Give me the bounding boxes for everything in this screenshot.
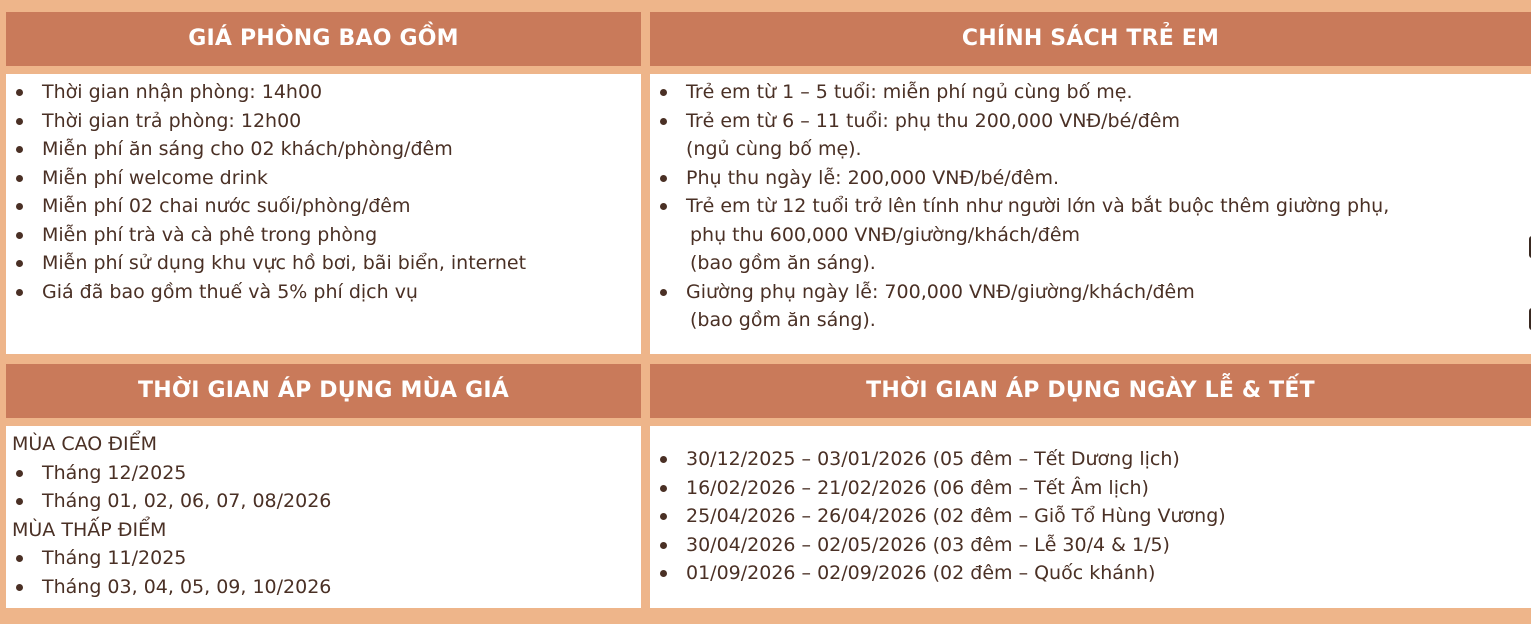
- list-item: Tháng 11/2025: [6, 544, 641, 573]
- list-item: 25/04/2026 – 26/04/2026 (02 đêm – Giỗ Tổ Hùng Vương): [650, 502, 1531, 531]
- low-season-list: [6, 544, 641, 601]
- list-item: Miễn phí sử dụng khu vực hồ bơi, bãi biển, internet: [6, 249, 641, 278]
- list-item: 30/04/2026 – 02/05/2026 (03 đêm – Lễ 30/4 & 1/5): [650, 531, 1531, 560]
- season-period-body: [6, 426, 641, 608]
- children-policy-header: CHÍNH SÁCH TRẺ EM: [650, 12, 1531, 66]
- holiday-period-header: THỜI GIAN ÁP DỤNG NGÀY LỄ & TẾT: [650, 364, 1531, 418]
- list-item: 16/02/2026 – 21/02/2026 (06 đêm – Tết Âm lịch): [650, 474, 1531, 503]
- list-item: Miễn phí welcome drink: [6, 164, 641, 193]
- room-price-includes-list: [6, 78, 641, 306]
- list-item: Giá đã bao gồm thuế và 5% phí dịch vụ: [6, 278, 641, 307]
- list-item: Trẻ em từ 1 – 5 tuổi: miễn phí ngủ cùng bố mẹ.: [650, 78, 1531, 107]
- holiday-period-list: [650, 445, 1531, 588]
- high-season-label: MÙA CAO ĐIỂM: [12, 433, 157, 455]
- list-item-continuation: (bao gồm ăn sáng).: [690, 252, 876, 274]
- list-item: Thời gian trả phòng: 12h00: [6, 107, 641, 136]
- list-item: Miễn phí trà và cà phê trong phòng: [6, 221, 641, 250]
- list-item-continuation: (bao gồm ăn sáng).: [690, 309, 876, 331]
- list-item: 30/12/2025 – 03/01/2026 (05 đêm – Tết Dương lịch): [650, 445, 1531, 474]
- children-policy-list: [650, 78, 1531, 335]
- high-season-list: [6, 459, 641, 516]
- list-item-continuation: (ngủ cùng bố mẹ).: [686, 138, 862, 160]
- low-season-label: MÙA THẤP ĐIỂM: [12, 518, 167, 541]
- room-price-includes-header: GIÁ PHÒNG BAO GỒM: [6, 12, 641, 66]
- list-item: Tháng 01, 02, 06, 07, 08/2026: [6, 487, 641, 516]
- list-item: Tháng 03, 04, 05, 09, 10/2026: [6, 573, 641, 602]
- list-item: Phụ thu ngày lễ: 200,000 VNĐ/bé/đêm.: [650, 164, 1531, 193]
- list-item: Giường phụ ngày lễ: 700,000 VNĐ/giường/khách/đêm: [650, 278, 1531, 307]
- list-item: 01/09/2026 – 02/09/2026 (02 đêm – Quốc khánh): [650, 559, 1531, 588]
- season-period-header: THỜI GIAN ÁP DỤNG MÙA GIÁ: [6, 364, 641, 418]
- list-item: Tháng 12/2025: [6, 459, 641, 488]
- list-item: Miễn phí ăn sáng cho 02 khách/phòng/đêm: [6, 135, 641, 164]
- holiday-period-body: [650, 426, 1531, 608]
- list-item: Thời gian nhận phòng: 14h00: [6, 78, 641, 107]
- list-item: Trẻ em từ 6 – 11 tuổi: phụ thu 200,000 VNĐ/bé/đêm: [650, 107, 1531, 136]
- list-item-continuation: phụ thu 600,000 VNĐ/giường/khách/đêm: [690, 223, 1081, 246]
- room-price-includes-body: [6, 74, 641, 354]
- list-item: Trẻ em từ 12 tuổi trở lên tính như người lớn và bắt buộc thêm giường phụ,: [650, 192, 1531, 221]
- children-policy-body: [650, 74, 1531, 354]
- list-item: Miễn phí 02 chai nước suối/phòng/đêm: [6, 192, 641, 221]
